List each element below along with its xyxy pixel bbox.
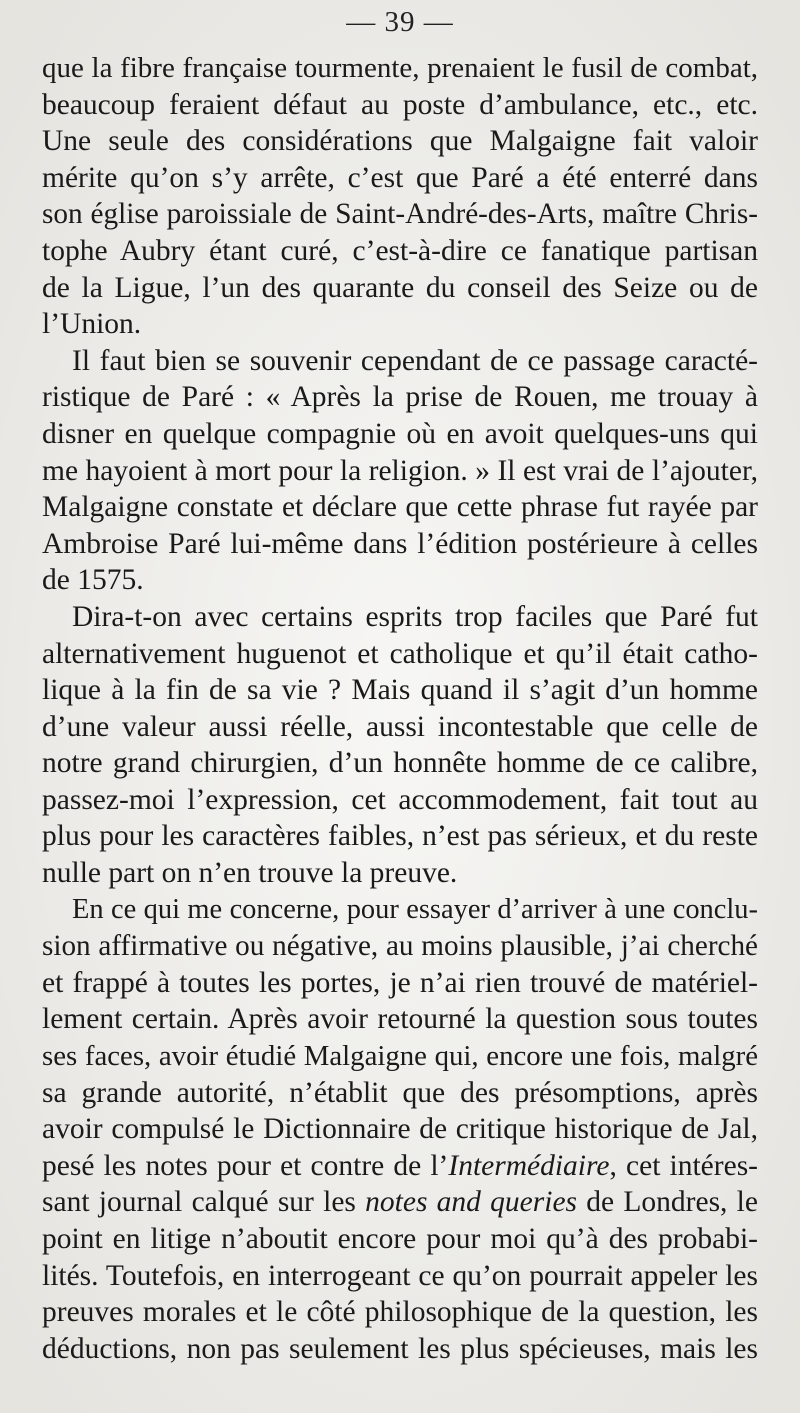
text-line: alternativement huguenot et catholique et qu’il était catho- (42, 637, 758, 670)
text-line: Ambroise Paré lui-même dans l’édition postérieure à celles (42, 527, 758, 560)
body-text (42, 50, 758, 1367)
text-line: de 1575. (42, 564, 144, 597)
text-line: beaucoup feraient défaut au poste d’ambulance, etc., etc. (42, 88, 758, 121)
text-line: Dira-t-on avec certains esprits trop faciles que Paré fut (72, 600, 758, 633)
page-number: — 39 — (346, 6, 454, 38)
text-line: ses faces, avoir étudié Malgaigne qui, encore une fois, malgré (42, 1040, 758, 1073)
text-line: lement certain. Après avoir retourné la question sous toutes (42, 1003, 758, 1036)
text-line: En ce qui me concerne, pour essayer d’arriver à une conclu- (72, 893, 758, 925)
text-line: Il faut bien se souvenir cependant de ce passage caracté- (72, 344, 758, 377)
italic-title: Intermédiaire (448, 1149, 610, 1182)
text-line: que la fibre française tourmente, prenaient le fusil de combat, (42, 52, 758, 84)
text-line: Malgaigne constate et déclare que cette phrase fut rayée par (42, 491, 758, 524)
text-span: sant journal calqué sur les (42, 1186, 366, 1219)
text-line: avoir compulsé le Dictionnaire de critique historique de Jal, (42, 1113, 758, 1146)
text-line: sa grande autorité, n’établit que des présomptions, après (42, 1076, 758, 1109)
text-line: de la Ligue, l’un des quarante du conseil des Seize ou de (42, 271, 758, 304)
text-line: d’une valeur aussi réelle, aussi incontestable que celle de (42, 710, 758, 743)
text-line (42, 1184, 758, 1221)
text-line: notre grand chirurgien, d’un honnête homme de ce calibre, (42, 747, 758, 780)
text-span: de Londres, le (577, 1186, 758, 1219)
text-line: l’Union. (42, 308, 142, 341)
text-line: sion affirmative ou négative, au moins plausible, j’ai cherché (42, 930, 758, 963)
text-line: et frappé à toutes les portes, je n’ai rien trouvé de matériel- (42, 966, 758, 999)
text-line: son église paroissiale de Saint-André-des-Arts, maître Chris- (42, 198, 758, 231)
text-line: déductions, non pas seulement les plus spécieuses, mais les (42, 1332, 758, 1365)
text-span: pesé les notes pour et contre de l’ (42, 1149, 449, 1182)
text-line: ristique de Paré : « Après la prise de Rouen, me trouay à (42, 381, 758, 414)
text-line: mérite qu’on s’y arrête, c’est que Paré a été enterré dans (42, 161, 758, 194)
text-line: lités. Toutefois, en interrogeant ce qu’on pourrait appeler les (42, 1259, 758, 1292)
text-line: me hayoient à mort pour la religion. » Il est vrai de l’ajouter, (42, 454, 758, 487)
text-line: lique à la fin de sa vie ? Mais quand il s’agit d’un homme (42, 674, 758, 707)
text-line: point en litige n’aboutit encore pour moi qu’à des probabi- (42, 1223, 758, 1255)
text-line: nulle part on n’en trouve la preuve. (42, 857, 458, 890)
text-line: preuves morales et le côté philosophique de la question, les (42, 1296, 758, 1329)
text-line (42, 1148, 758, 1185)
italic-title: notes and queries (365, 1186, 578, 1219)
text-line: disner en quelque compagnie où en avoit quelques-uns qui (42, 417, 758, 450)
text-line: plus pour les caractères faibles, n’est pas sérieux, et du reste (42, 820, 758, 853)
text-span: , cet intéres- (609, 1149, 758, 1182)
text-line: passez-moi l’expression, cet accommodement, fait tout au (42, 783, 758, 816)
text-line: tophe Aubry étant curé, c’est-à-dire ce fanatique partisan (42, 234, 758, 267)
text-line: Une seule des considérations que Malgaigne fait valoir (42, 125, 758, 158)
